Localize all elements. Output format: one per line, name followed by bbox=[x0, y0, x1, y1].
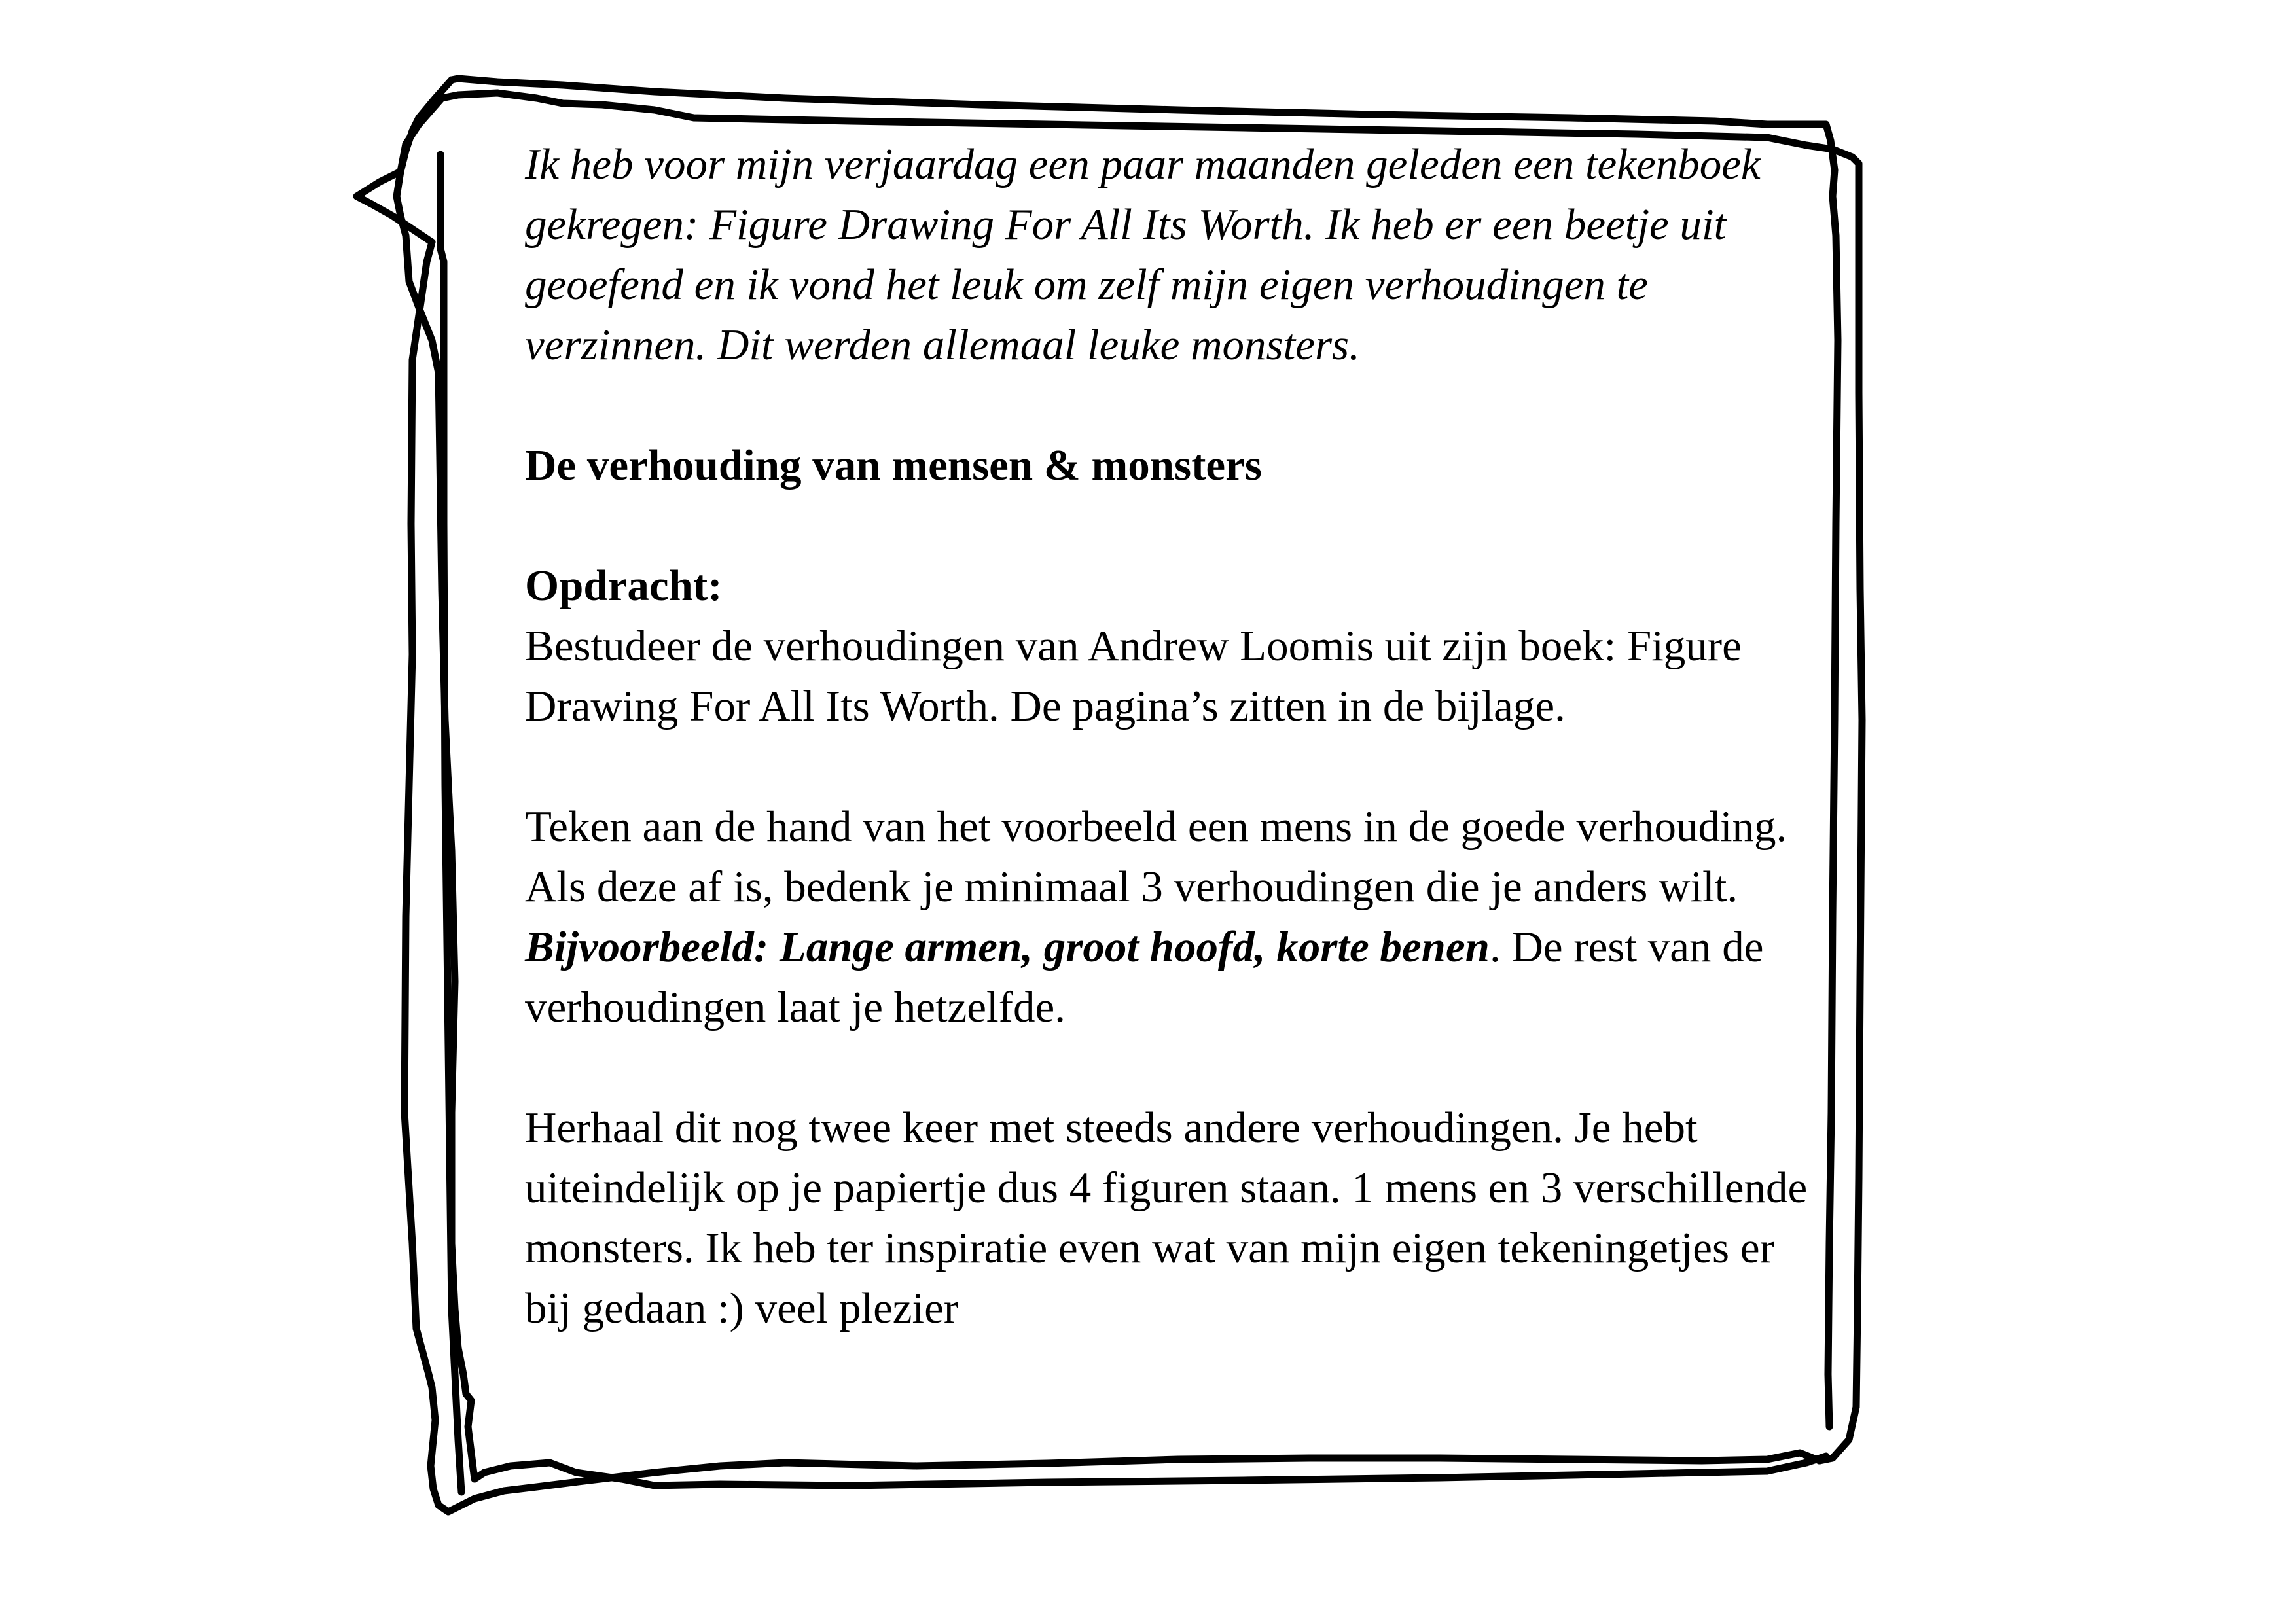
example-emphasis: Bijvoorbeeld: Lange armen, groot hoofd, korte benen bbox=[525, 923, 1490, 971]
drawing-instructions-text: Teken aan de hand van het voorbeeld een mens in de goede verhouding. Als deze af is, bedenk je minimaal 3 verhoudingen die je anders wilt. bbox=[525, 802, 1787, 911]
frame-stroke-left-straight bbox=[440, 154, 461, 1492]
drawing-instructions bbox=[525, 796, 1827, 1037]
repeat-instructions: Herhaal dit nog twee keer met steeds andere verhoudingen. Je hebt uiteindelijk op je papiertje dus 4 figuren staan. 1 mens en 3 verschillende monsters. Ik heb ter inspiratie even wat van mijn eigen tekeningetjes er bij gedaan :) veel plezier bbox=[525, 1103, 1808, 1332]
drawing-instructions-end: . De rest van de verhoudingen laat je hetzelfde. bbox=[525, 923, 1764, 1031]
document-title: De verhouding van mensen & monsters bbox=[525, 441, 1262, 490]
assignment-label: Opdracht: bbox=[525, 562, 723, 610]
document-body bbox=[525, 134, 1827, 1338]
study-instructions: Bestudeer de verhoudingen van Andrew Loomis uit zijn boek: Figure Drawing For All Its Worth. De pagina’s zitten in de bijlage. bbox=[525, 622, 1742, 730]
intro-paragraph: Ik heb voor mijn verjaardag een paar maanden geleden een tekenboek gekregen: Figure Drawing For All Its Worth. Ik heb er een beetje uit geoefend en ik vond het leuk om zelf mijn eigen verhoudingen te verzinnen. Dit werden allemaal leuke monsters. bbox=[525, 140, 1761, 369]
